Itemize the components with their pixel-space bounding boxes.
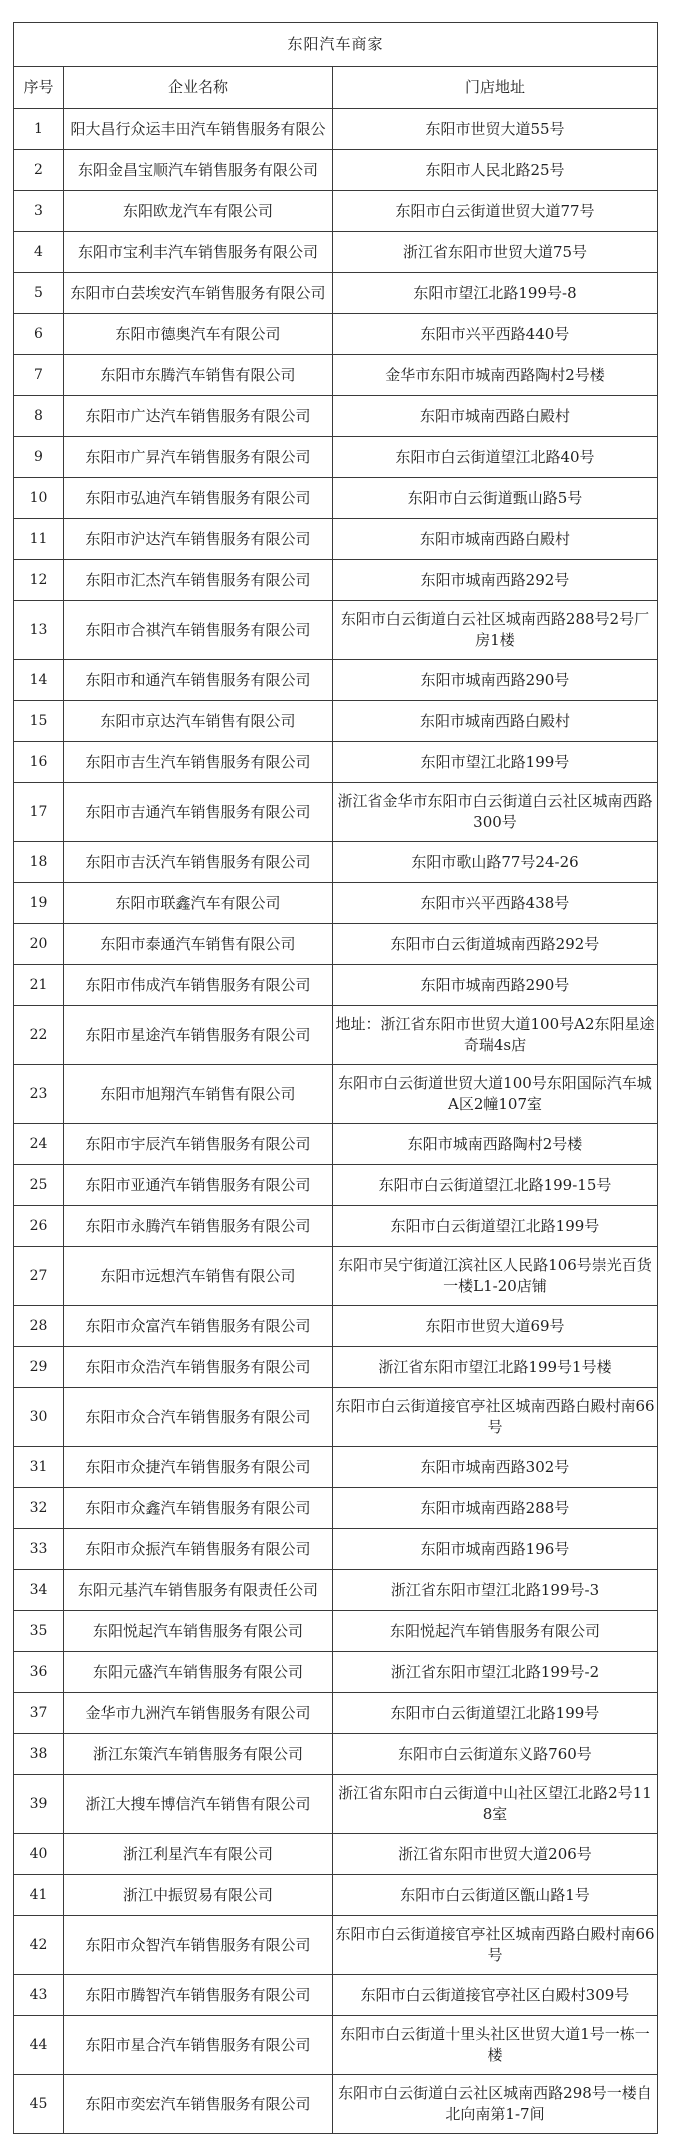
cell-company-name: 东阳悦起汽车销售服务有限公司 xyxy=(64,1611,333,1652)
cell-store-address: 东阳市白云街道望江北路199号 xyxy=(333,1206,658,1247)
cell-index: 21 xyxy=(14,965,64,1006)
cell-index: 2 xyxy=(14,150,64,191)
table-row xyxy=(14,314,658,355)
cell-company-name: 东阳市白芸埃安汽车销售服务有限公司 xyxy=(64,273,333,314)
column-header-company-name: 企业名称 xyxy=(64,67,333,109)
cell-index: 31 xyxy=(14,1447,64,1488)
cell-company-name: 东阳市吉沃汽车销售服务有限公司 xyxy=(64,842,333,883)
cell-index: 34 xyxy=(14,1570,64,1611)
cell-index: 7 xyxy=(14,355,64,396)
cell-company-name: 东阳市众振汽车销售服务有限公司 xyxy=(64,1529,333,1570)
table-row xyxy=(14,2075,658,2134)
table-row xyxy=(14,1834,658,1875)
cell-store-address: 东阳市兴平西路438号 xyxy=(333,883,658,924)
table-row xyxy=(14,1975,658,2016)
table-row xyxy=(14,1306,658,1347)
cell-company-name: 东阳市众智汽车销售服务有限公司 xyxy=(64,1916,333,1975)
cell-company-name: 东阳市众合汽车销售服务有限公司 xyxy=(64,1388,333,1447)
cell-company-name: 东阳市吉生汽车销售服务有限公司 xyxy=(64,742,333,783)
cell-company-name: 东阳市远想汽车销售有限公司 xyxy=(64,1247,333,1306)
cell-index: 40 xyxy=(14,1834,64,1875)
cell-store-address: 金华市东阳市城南西路陶村2号楼 xyxy=(333,355,658,396)
table-head xyxy=(14,23,658,109)
cell-store-address: 东阳市城南西路292号 xyxy=(333,560,658,601)
cell-company-name: 阳大昌行众运丰田汽车销售服务有限公 xyxy=(64,109,333,150)
column-header-index: 序号 xyxy=(14,67,64,109)
cell-store-address: 东阳市歌山路77号24-26 xyxy=(333,842,658,883)
table-row xyxy=(14,701,658,742)
cell-company-name: 东阳市伟成汽车销售服务有限公司 xyxy=(64,965,333,1006)
cell-index: 45 xyxy=(14,2075,64,2134)
table-row xyxy=(14,842,658,883)
cell-company-name: 东阳市星途汽车销售服务有限公司 xyxy=(64,1006,333,1065)
cell-index: 4 xyxy=(14,232,64,273)
table-row xyxy=(14,1447,658,1488)
table-row xyxy=(14,783,658,842)
cell-index: 19 xyxy=(14,883,64,924)
cell-company-name: 浙江东策汽车销售服务有限公司 xyxy=(64,1734,333,1775)
table-row xyxy=(14,2016,658,2075)
table-body xyxy=(14,109,658,2134)
table-row xyxy=(14,396,658,437)
table-row xyxy=(14,1206,658,1247)
cell-index: 25 xyxy=(14,1165,64,1206)
table-row xyxy=(14,1652,658,1693)
cell-company-name: 东阳市奕宏汽车销售服务有限公司 xyxy=(64,2075,333,2134)
cell-store-address: 浙江省东阳市世贸大道75号 xyxy=(333,232,658,273)
cell-store-address: 地址：浙江省东阳市世贸大道100号A2东阳星途奇瑞4s店 xyxy=(333,1006,658,1065)
column-header-store-address: 门店地址 xyxy=(333,67,658,109)
table-row xyxy=(14,924,658,965)
cell-company-name: 东阳市永腾汽车销售服务有限公司 xyxy=(64,1206,333,1247)
cell-index: 28 xyxy=(14,1306,64,1347)
table-row xyxy=(14,1611,658,1652)
cell-company-name: 东阳欧龙汽车有限公司 xyxy=(64,191,333,232)
cell-company-name: 东阳市广达汽车销售服务有限公司 xyxy=(64,396,333,437)
cell-store-address: 浙江省东阳市望江北路199号1号楼 xyxy=(333,1347,658,1388)
table-row xyxy=(14,1388,658,1447)
cell-index: 1 xyxy=(14,109,64,150)
cell-store-address: 东阳市白云街道甄山路5号 xyxy=(333,478,658,519)
cell-index: 29 xyxy=(14,1347,64,1388)
cell-company-name: 浙江利星汽车有限公司 xyxy=(64,1834,333,1875)
table-row xyxy=(14,1734,658,1775)
cell-store-address: 浙江省金华市东阳市白云街道白云社区城南西路300号 xyxy=(333,783,658,842)
cell-company-name: 浙江中振贸易有限公司 xyxy=(64,1875,333,1916)
cell-company-name: 东阳金昌宝顺汽车销售服务有限公司 xyxy=(64,150,333,191)
table-row xyxy=(14,742,658,783)
cell-index: 15 xyxy=(14,701,64,742)
cell-store-address: 东阳市望江北路199号 xyxy=(333,742,658,783)
cell-store-address: 东阳市白云街道东义路760号 xyxy=(333,1734,658,1775)
table-row xyxy=(14,191,658,232)
cell-company-name: 东阳市东腾汽车销售有限公司 xyxy=(64,355,333,396)
cell-index: 43 xyxy=(14,1975,64,2016)
cell-store-address: 东阳悦起汽车销售服务有限公司 xyxy=(333,1611,658,1652)
table-row xyxy=(14,1065,658,1124)
table-row xyxy=(14,1165,658,1206)
table-row xyxy=(14,1347,658,1388)
cell-company-name: 东阳市德奥汽车有限公司 xyxy=(64,314,333,355)
table-row xyxy=(14,1693,658,1734)
cell-company-name: 东阳市宝利丰汽车销售服务有限公司 xyxy=(64,232,333,273)
column-header-row xyxy=(14,67,658,109)
cell-store-address: 东阳市世贸大道69号 xyxy=(333,1306,658,1347)
cell-index: 5 xyxy=(14,273,64,314)
cell-index: 14 xyxy=(14,660,64,701)
cell-index: 20 xyxy=(14,924,64,965)
cell-company-name: 东阳元基汽车销售服务有限责任公司 xyxy=(64,1570,333,1611)
cell-store-address: 东阳市城南西路白殿村 xyxy=(333,396,658,437)
cell-index: 26 xyxy=(14,1206,64,1247)
cell-index: 11 xyxy=(14,519,64,560)
cell-company-name: 东阳市泰通汽车销售有限公司 xyxy=(64,924,333,965)
cell-index: 38 xyxy=(14,1734,64,1775)
table-row xyxy=(14,109,658,150)
cell-store-address: 东阳市白云街道接官亭社区城南西路白殿村南66号 xyxy=(333,1388,658,1447)
cell-store-address: 东阳市兴平西路440号 xyxy=(333,314,658,355)
table-row xyxy=(14,150,658,191)
cell-company-name: 东阳市和通汽车销售服务有限公司 xyxy=(64,660,333,701)
cell-company-name: 浙江大搜车博信汽车销售有限公司 xyxy=(64,1775,333,1834)
table-row xyxy=(14,232,658,273)
cell-store-address: 东阳市城南西路白殿村 xyxy=(333,519,658,560)
cell-store-address: 东阳市白云街道望江北路199-15号 xyxy=(333,1165,658,1206)
cell-store-address: 东阳市城南西路290号 xyxy=(333,965,658,1006)
cell-store-address: 东阳市白云街道望江北路40号 xyxy=(333,437,658,478)
cell-store-address: 东阳市城南西路290号 xyxy=(333,660,658,701)
cell-index: 12 xyxy=(14,560,64,601)
cell-store-address: 东阳市望江北路199号-8 xyxy=(333,273,658,314)
cell-index: 10 xyxy=(14,478,64,519)
title-row xyxy=(14,23,658,67)
cell-store-address: 东阳市城南西路196号 xyxy=(333,1529,658,1570)
cell-company-name: 东阳市众捷汽车销售服务有限公司 xyxy=(64,1447,333,1488)
cell-index: 13 xyxy=(14,601,64,660)
table-row xyxy=(14,478,658,519)
table-row xyxy=(14,273,658,314)
cell-index: 39 xyxy=(14,1775,64,1834)
table-row xyxy=(14,601,658,660)
cell-index: 23 xyxy=(14,1065,64,1124)
cell-store-address: 东阳市白云街道世贸大道100号东阳国际汽车城A区2幢107室 xyxy=(333,1065,658,1124)
cell-index: 36 xyxy=(14,1652,64,1693)
cell-store-address: 东阳市城南西路302号 xyxy=(333,1447,658,1488)
cell-store-address: 浙江省东阳市世贸大道206号 xyxy=(333,1834,658,1875)
cell-company-name: 金华市九洲汽车销售服务有限公司 xyxy=(64,1693,333,1734)
table-row xyxy=(14,1875,658,1916)
cell-index: 33 xyxy=(14,1529,64,1570)
dealer-table xyxy=(13,22,658,2134)
cell-store-address: 东阳市白云街道望江北路199号 xyxy=(333,1693,658,1734)
cell-store-address: 东阳市吴宁街道江滨社区人民路106号崇光百货一楼L1-20店铺 xyxy=(333,1247,658,1306)
cell-company-name: 东阳市亚通汽车销售服务有限公司 xyxy=(64,1165,333,1206)
cell-store-address: 东阳市城南西路白殿村 xyxy=(333,701,658,742)
cell-company-name: 东阳市吉通汽车销售服务有限公司 xyxy=(64,783,333,842)
cell-index: 30 xyxy=(14,1388,64,1447)
cell-index: 18 xyxy=(14,842,64,883)
cell-company-name: 东阳市众鑫汽车销售服务有限公司 xyxy=(64,1488,333,1529)
cell-index: 24 xyxy=(14,1124,64,1165)
cell-company-name: 东阳元盛汽车销售服务有限公司 xyxy=(64,1652,333,1693)
cell-index: 27 xyxy=(14,1247,64,1306)
table-row xyxy=(14,1570,658,1611)
cell-store-address: 东阳市人民北路25号 xyxy=(333,150,658,191)
cell-store-address: 浙江省东阳市望江北路199号-2 xyxy=(333,1652,658,1693)
cell-store-address: 东阳市白云街道区甑山路1号 xyxy=(333,1875,658,1916)
cell-store-address: 东阳市白云街道白云社区城南西路288号2号厂房1楼 xyxy=(333,601,658,660)
cell-store-address: 东阳市城南西路陶村2号楼 xyxy=(333,1124,658,1165)
cell-company-name: 东阳市弘迪汽车销售服务有限公司 xyxy=(64,478,333,519)
table-row xyxy=(14,660,658,701)
cell-index: 37 xyxy=(14,1693,64,1734)
cell-company-name: 东阳市众浩汽车销售服务有限公司 xyxy=(64,1347,333,1388)
cell-company-name: 东阳市宇辰汽车销售服务有限公司 xyxy=(64,1124,333,1165)
cell-company-name: 东阳市广昇汽车销售服务有限公司 xyxy=(64,437,333,478)
table-row xyxy=(14,437,658,478)
cell-index: 17 xyxy=(14,783,64,842)
table-row xyxy=(14,1529,658,1570)
cell-index: 22 xyxy=(14,1006,64,1065)
table-row xyxy=(14,1775,658,1834)
table-title: 东阳汽车商家 xyxy=(14,23,658,67)
cell-index: 35 xyxy=(14,1611,64,1652)
cell-index: 8 xyxy=(14,396,64,437)
cell-index: 42 xyxy=(14,1916,64,1975)
cell-store-address: 东阳市白云街道接官亭社区白殿村309号 xyxy=(333,1975,658,2016)
cell-store-address: 东阳市城南西路288号 xyxy=(333,1488,658,1529)
table-row xyxy=(14,883,658,924)
table-row xyxy=(14,965,658,1006)
cell-company-name: 东阳市联鑫汽车有限公司 xyxy=(64,883,333,924)
cell-company-name: 东阳市沪达汽车销售服务有限公司 xyxy=(64,519,333,560)
table-row xyxy=(14,1006,658,1065)
cell-company-name: 东阳市众富汽车销售服务有限公司 xyxy=(64,1306,333,1347)
cell-store-address: 东阳市白云街道接官亭社区城南西路白殿村南66号 xyxy=(333,1916,658,1975)
cell-index: 9 xyxy=(14,437,64,478)
table-row xyxy=(14,1124,658,1165)
table-row xyxy=(14,560,658,601)
table-row xyxy=(14,1247,658,1306)
cell-store-address: 东阳市白云街道十里头社区世贸大道1号一栋一楼 xyxy=(333,2016,658,2075)
cell-company-name: 东阳市旭翔汽车销售有限公司 xyxy=(64,1065,333,1124)
cell-index: 6 xyxy=(14,314,64,355)
cell-index: 44 xyxy=(14,2016,64,2075)
cell-company-name: 东阳市腾智汽车销售服务有限公司 xyxy=(64,1975,333,2016)
cell-company-name: 东阳市合祺汽车销售服务有限公司 xyxy=(64,601,333,660)
cell-company-name: 东阳市汇杰汽车销售服务有限公司 xyxy=(64,560,333,601)
cell-store-address: 浙江省东阳市白云街道中山社区望江北路2号118室 xyxy=(333,1775,658,1834)
table-row xyxy=(14,355,658,396)
cell-store-address: 东阳市白云街道城南西路292号 xyxy=(333,924,658,965)
cell-store-address: 东阳市白云街道白云社区城南西路298号一楼自北向南第1-7间 xyxy=(333,2075,658,2134)
cell-store-address: 东阳市世贸大道55号 xyxy=(333,109,658,150)
cell-company-name: 东阳市京达汽车销售有限公司 xyxy=(64,701,333,742)
table-row xyxy=(14,519,658,560)
cell-store-address: 浙江省东阳市望江北路199号-3 xyxy=(333,1570,658,1611)
cell-index: 3 xyxy=(14,191,64,232)
cell-company-name: 东阳市星合汽车销售服务有限公司 xyxy=(64,2016,333,2075)
table-row xyxy=(14,1916,658,1975)
table-row xyxy=(14,1488,658,1529)
cell-index: 32 xyxy=(14,1488,64,1529)
cell-index: 16 xyxy=(14,742,64,783)
cell-index: 41 xyxy=(14,1875,64,1916)
cell-store-address: 东阳市白云街道世贸大道77号 xyxy=(333,191,658,232)
